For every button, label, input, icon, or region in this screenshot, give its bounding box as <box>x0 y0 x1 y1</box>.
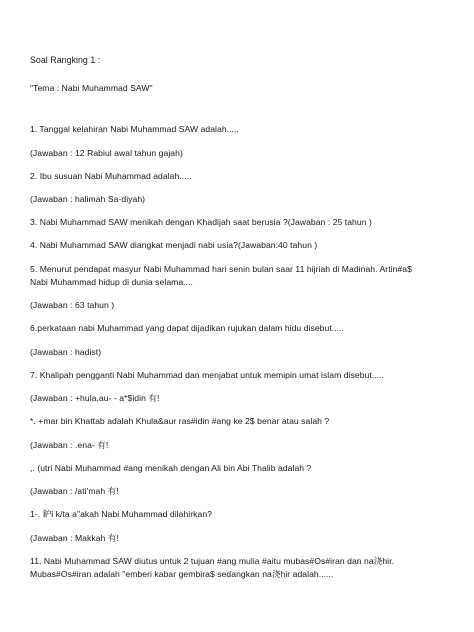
question-11-line-2: Mubas#Os#iran adalah "emberi kabar gembira$ sedangkan na浇hir adalah...... <box>30 569 334 579</box>
answer-10: (Jawaban : Makkah 有! <box>30 533 119 543</box>
document-heading: Soal Rangking 1 : <box>30 55 101 65</box>
question-1: 1. Tanggal kelahiran Nabi Muhammad SAW adalah..... <box>30 124 239 134</box>
answer-5: (Jawaban : 63 tahun ) <box>30 300 115 310</box>
question-7: 7. Khalipah pengganti Nabi Muhammad dan menjabat untuk memipin umat islam disebut..... <box>30 370 384 380</box>
question-6: 6.perkataan nabi Muhammad yang dapat dijadikan rujukan dalam hidu disebut..... <box>30 323 344 333</box>
answer-8: (Jawaban : .ena- 有! <box>30 440 109 450</box>
question-5-line-2: Nabi Muhammad hidup di dunia selama.... <box>30 277 193 287</box>
answer-2: (Jawaban : halimah Sa-diyah) <box>30 194 146 204</box>
question-8: *. +mar bin Khattab adalah Khula&aur ras#idin #ang ke 2$ benar atau salah ? <box>30 416 330 426</box>
question-9: ,. (utri Nabi Muhammad #ang menikah dengan Ali bin Abi Thalib adalah ? <box>30 463 312 473</box>
question-5-line-1: 5. Menurut pendapat masyur Nabi Muhammad hari senin bulan saar 11 hijriah di Madinah. Artin#a$ <box>30 264 412 274</box>
question-10: 1-. 鈩i k/ta a"akah Nabi Muhammad dilahirkan? <box>30 509 212 519</box>
answer-7: (Jawaban : +hula,au- - a*$idin 有! <box>30 393 160 403</box>
question-4: 4. Nabi Muhammad SAW diangkat menjadi nabi usia?(Jawaban:40 tahun ) <box>30 240 318 250</box>
document-theme: "Tema : Nabi Muhammad SAW" <box>30 83 153 93</box>
answer-9: (Jawaban : /ati'mah 有! <box>30 486 119 496</box>
question-3: 3. Nabi Muhammad SAW menikah dengan Khadijah saat berusia ?(Jawaban : 25 tahun ) <box>30 217 372 227</box>
question-2: 2. Ibu susuan Nabi Muhammad adalah..... <box>30 171 192 181</box>
answer-1: (Jawaban : 12 Rabiul awal tahun gajah) <box>30 148 183 158</box>
answer-6: (Jawaban : hadist) <box>30 347 102 357</box>
question-11-line-1: 11. Nabi Muhammad SAW diutus untuk 2 tujuan #ang mulia #aitu mubas#Os#iran dan na浇hir. <box>30 556 395 566</box>
